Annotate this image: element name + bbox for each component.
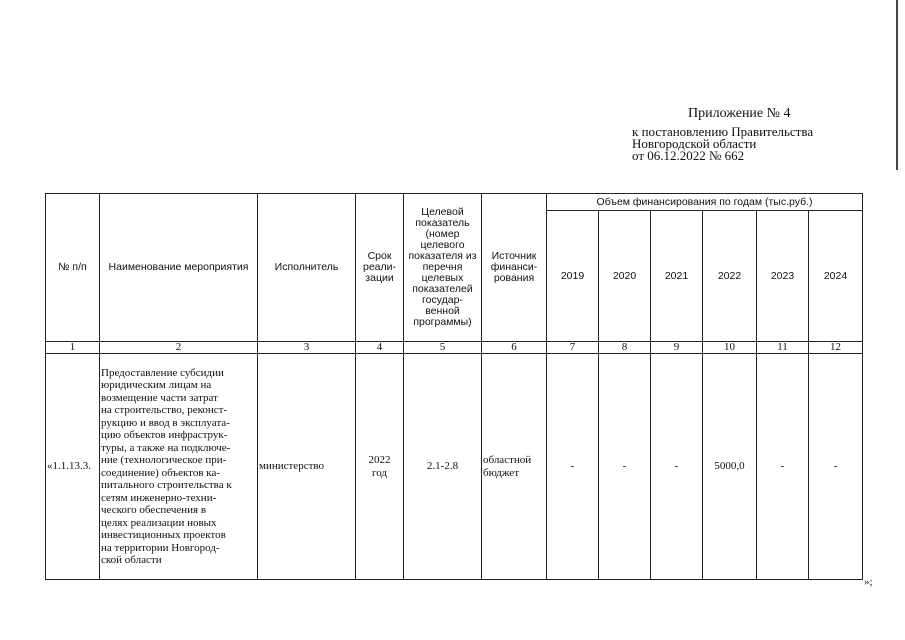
column-number: 2 xyxy=(100,342,258,354)
activity-name-line: ской области xyxy=(101,554,162,566)
header-year-2019: 2019 xyxy=(547,211,599,342)
activity-name-line: инвестиционных проектов xyxy=(101,529,226,541)
column-number: 6 xyxy=(482,342,547,354)
activity-name-line: на строительство, реконст- xyxy=(101,404,228,416)
activity-name-line: Предоставление субсидии xyxy=(101,366,224,379)
header-year-2021: 2021 xyxy=(651,211,703,342)
closing-mark: »; xyxy=(864,576,873,588)
header-indicator: Целевой показатель (номер целевого показателя из перечня целевых показателей государ-венной программы) xyxy=(404,194,482,342)
financing-table xyxy=(45,193,863,580)
column-number: 12 xyxy=(809,342,863,354)
column-number: 3 xyxy=(258,342,356,354)
row-executor: министерство xyxy=(258,354,356,580)
column-number: 4 xyxy=(356,342,404,354)
column-number: 9 xyxy=(651,342,703,354)
activity-name-line: цию объектов инфраструк- xyxy=(101,429,228,441)
column-number: 10 xyxy=(703,342,757,354)
activity-name-line: ческого обеспечения в xyxy=(101,504,207,516)
activity-name-line: юридическим лицам на xyxy=(101,379,212,391)
term-unit: год xyxy=(371,466,388,479)
value-2020: - xyxy=(599,354,651,580)
column-number: 11 xyxy=(757,342,809,354)
scan-edge-line xyxy=(896,0,898,170)
source-line: областной xyxy=(483,454,532,466)
column-number: 5 xyxy=(404,342,482,354)
header-line-resolution: к постановлению Правительства xyxy=(632,124,814,139)
row-activity-name xyxy=(100,354,258,580)
column-number: 1 xyxy=(46,342,100,354)
value-2023: - xyxy=(757,354,809,580)
source-line: бюджет xyxy=(483,466,519,479)
table-row xyxy=(46,354,863,580)
value-2024: - xyxy=(809,354,863,580)
header-num: № п/п xyxy=(46,194,100,342)
header-line-region: Новгородской области xyxy=(632,136,757,151)
activity-name-line: на территории Новгород- xyxy=(101,541,220,554)
column-number: 7 xyxy=(547,342,599,354)
value-2019: - xyxy=(547,354,599,580)
activity-name-line: ние (технологическое при- xyxy=(101,454,227,466)
header-source: Источник финанси-рования xyxy=(482,194,547,342)
activity-name-line: целях реализации новых xyxy=(101,516,217,529)
value-2021: - xyxy=(651,354,703,580)
header-year-2023: 2023 xyxy=(757,211,809,342)
activity-name-line: соединение) объектов ка- xyxy=(101,466,220,479)
header-year-2020: 2020 xyxy=(599,211,651,342)
column-number-row xyxy=(46,342,863,354)
row-term xyxy=(356,354,404,580)
appendix-title: Приложение № 4 xyxy=(688,106,791,121)
value-2022: 5000,0 xyxy=(703,354,757,580)
header-term: Срок реали-зации xyxy=(356,194,404,342)
activity-name-line: питального строительства к xyxy=(101,479,232,491)
header-name: Наименование мероприятия xyxy=(100,194,258,342)
row-source xyxy=(482,354,547,580)
row-code: «1.1.13.3. xyxy=(46,354,100,580)
header-year-2022: 2022 xyxy=(703,211,757,342)
activity-name-line: рукцию и ввод в эксплуата- xyxy=(101,416,230,429)
column-number: 8 xyxy=(599,342,651,354)
header-line-date: от 06.12.2022 № 662 xyxy=(632,148,745,163)
row-indicator: 2.1-2.8 xyxy=(404,354,482,580)
activity-name-line: туры, а также на подключе- xyxy=(101,441,231,454)
activity-name-line: возмещение части затрат xyxy=(101,391,218,404)
term-year: 2022 xyxy=(368,454,391,466)
document-header xyxy=(632,108,892,162)
header-financing-group: Объем финансирования по годам (тыс.руб.) xyxy=(547,194,863,211)
activity-name-line: сетям инженерно-техни- xyxy=(101,491,217,504)
header-executor: Исполнитель xyxy=(258,194,356,342)
header-year-2024: 2024 xyxy=(809,211,863,342)
